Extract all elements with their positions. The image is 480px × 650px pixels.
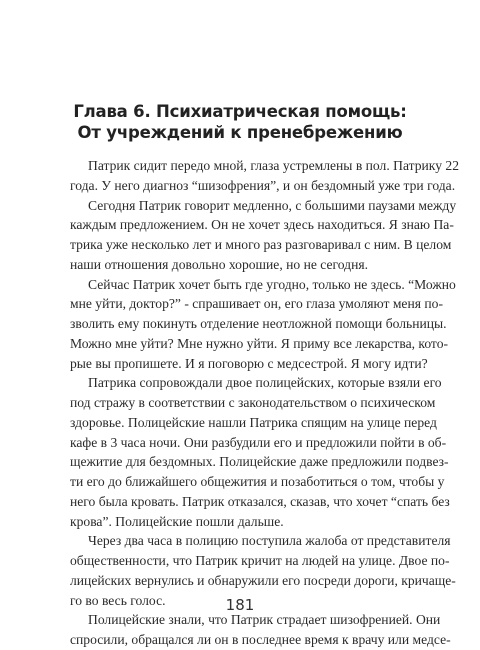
text-line: мне уйти, доктор?” - спрашивает он, его глаза умоляют меня по- [70,296,443,312]
text-line: Через два часа в полицию поступила жалоба от представителя [88,533,451,549]
text-line: лицейских вернулись и обнаружили его посреди дороги, кричаще- [70,572,456,588]
text-line: общественности, что Патрик кричит на людей на улице. Двое по- [70,553,450,568]
text-line: спросили, обращался ли он в последнее время к врачу или медсе- [70,632,451,647]
text-line: трика уже несколько лет и много раз разговаривал с ним. В целом [70,237,452,252]
text-line: го во весь голос. [70,592,166,608]
text-line: кафе в 3 часа ночи. Они разбудили его и предложили пойти в об- [70,434,447,450]
text-line: года. У него диагноз “шизофрения”, и он бездомный уже три года. [70,177,456,193]
text-line: каждым предложением. Он не хочет здесь находиться. Я знаю Па- [70,217,454,233]
text-line: Патрик сидит передо мной, глаза устремлены в пол. Патрику 22 [88,158,459,173]
text-line: Патрика сопровождали двое полицейских, которые взяли его [88,375,442,391]
text-line: него была кровать. Патрик отказался, сказав, что хочет “спать без [70,493,450,509]
text-line: Сейчас Патрик хочет быть где угодно, только не здесь. “Можно [88,276,456,292]
text-line: ти его до ближайшего общежития и позаботиться о том, чтобы у [70,474,445,489]
chapter-title-line-2: От учреждений к пренебрежению [77,123,403,142]
text-line: под стражу в соответствии с законодательством о психическом [70,395,436,410]
text-line: здоровье. Полицейские нашли Патрика спящим на улице перед [70,414,437,430]
chapter-title [60,101,420,143]
text-line: щежитие для бездомных. Полицейские даже предложили подвез- [70,454,449,470]
page-number: 181 [225,596,255,614]
body-text [70,156,459,650]
text-line: Полицейские знали, что Патрик страдает шизофренией. Они [88,612,441,628]
text-line: Сегодня Патрик говорит медленно, с большими паузами между [88,197,457,213]
text-line: крова”. Полицейские пошли дальше. [70,513,284,529]
text-line: Можно мне уйти? Мне нужно уйти. Я приму все лекарства, кото- [70,335,449,351]
text-line: рые вы пропишете. И я поговорю с медсестрой. Я могу идти? [70,355,428,371]
chapter-title-line-1: Глава 6. Психиатрическая помощь: [73,102,407,121]
text-line: зволить ему покинуть отделение неотложной помощи больницы. [70,316,447,331]
text-line: наши отношения довольно хорошие, но не сегодня. [70,256,369,272]
